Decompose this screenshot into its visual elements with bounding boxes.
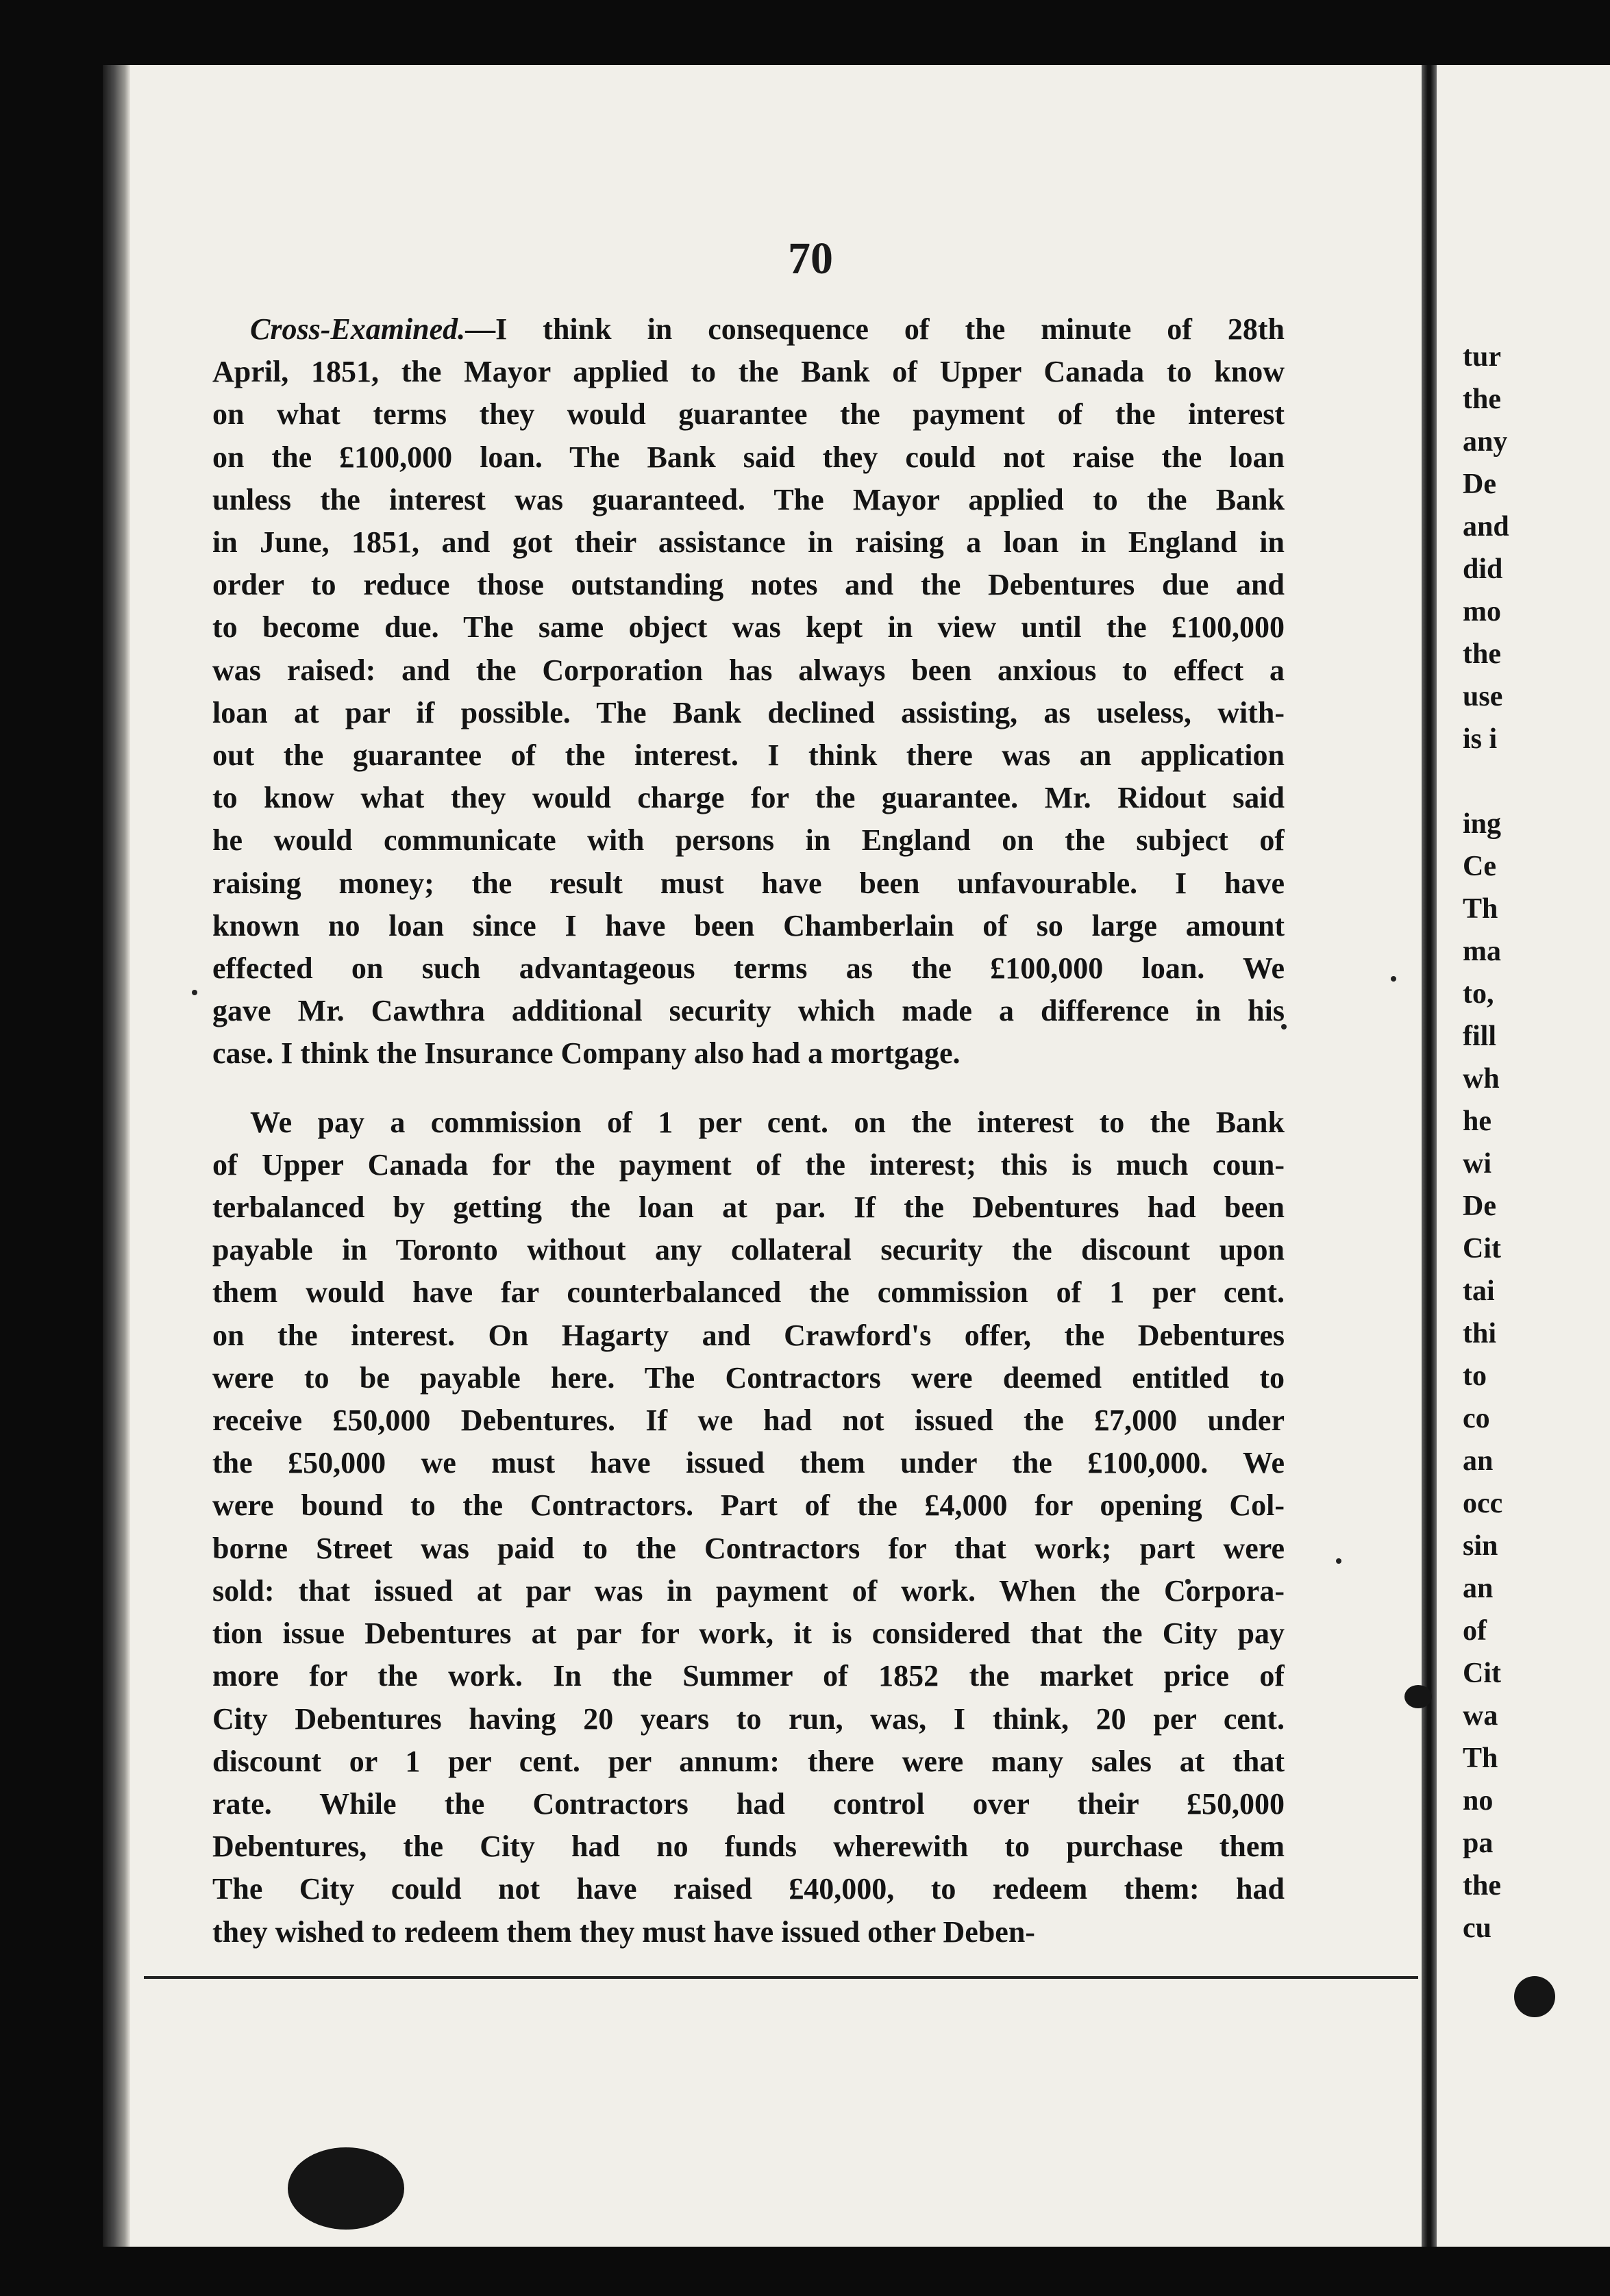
line-text: The City could not have raised £40,000, to redeem them: had — [212, 1872, 1285, 1906]
facing-page-fragment: did — [1463, 553, 1503, 585]
text-line — [212, 1271, 1285, 1314]
line-text: out the guarantee of the interest. I think there was an application — [212, 738, 1285, 773]
line-text: rate. While the Contractors had control over their £50,000 — [212, 1786, 1285, 1821]
text-line — [212, 1399, 1285, 1442]
line-text: sold: that issued at par was in payment of work. When the Corpora- — [212, 1573, 1285, 1608]
text-line — [212, 1101, 1285, 1144]
line-text: tion issue Debentures at par for work, it is considered that the City pay — [212, 1617, 1285, 1651]
text-line — [212, 351, 1285, 393]
text-line — [212, 1911, 1285, 1954]
text-line — [212, 1570, 1285, 1612]
line-text: them would have far counterbalanced the commission of 1 per cent. — [212, 1275, 1285, 1310]
line-text: case. I think the Insurance Company also had a mortgage. — [212, 1036, 961, 1071]
text-line — [212, 1229, 1285, 1271]
facing-page-fragment: fill — [1463, 1021, 1496, 1052]
line-text: on what terms they would guarantee the payment of the interest — [212, 397, 1285, 432]
line-text: terbalanced by getting the loan at par. If the Debentures had been — [212, 1190, 1285, 1225]
text-line — [212, 862, 1285, 905]
paragraph — [212, 1101, 1285, 1954]
facing-page-fragment: to — [1463, 1360, 1487, 1392]
text-line — [212, 1612, 1285, 1655]
line-text: he would communicate with persons in England on the subject of — [212, 823, 1285, 858]
text-line — [212, 564, 1285, 606]
left-binding-shadow — [103, 65, 130, 2247]
line-text: borne Street was paid to the Contractors for that work; part were — [212, 1531, 1285, 1565]
text-line — [212, 479, 1285, 521]
line-text: April, 1851, the Mayor applied to the Bank of Upper Canada to know — [212, 355, 1285, 389]
text-line — [212, 905, 1285, 947]
line-text: to become due. The same object was kept in view until the £100,000 — [212, 610, 1285, 645]
line-text: —I think in consequence of the minute of 28th — [465, 312, 1285, 346]
bottom-rule — [144, 1976, 1418, 1979]
text-line — [212, 692, 1285, 734]
text-line — [212, 1144, 1285, 1186]
text-line — [212, 1442, 1285, 1484]
facing-page-fragment — [1463, 760, 1610, 803]
text-line — [212, 1698, 1285, 1740]
facing-page-fragment: Th — [1463, 893, 1498, 925]
text-line — [212, 521, 1285, 564]
text-line — [212, 990, 1285, 1032]
facing-page-fragment: sin — [1463, 1530, 1498, 1562]
facing-page-fragment: tai — [1463, 1275, 1495, 1307]
line-text: discount or 1 per cent. per annum: there were many sales at that — [212, 1744, 1285, 1778]
facing-page-fragment: wa — [1463, 1700, 1498, 1732]
ink-blot — [1404, 1685, 1432, 1708]
facing-page-fragment: an — [1463, 1445, 1494, 1477]
text-line — [212, 393, 1285, 436]
facing-page-fragment: Th — [1463, 1743, 1498, 1774]
facing-page-fragment: occ — [1463, 1488, 1503, 1519]
body-text — [212, 308, 1285, 1954]
facing-page-fragment: tur — [1463, 341, 1501, 373]
text-line — [212, 1186, 1285, 1229]
line-text: order to reduce those outstanding notes and the Debentures due and — [212, 568, 1285, 602]
facing-page-fragment: no — [1463, 1785, 1494, 1817]
text-line — [212, 1825, 1285, 1868]
text-line — [212, 649, 1285, 692]
text-line — [212, 308, 1285, 351]
line-text: raising money; the result must have been unfavourable. I have — [212, 866, 1285, 900]
facing-page-fragment: is i — [1463, 723, 1498, 755]
facing-page-fragment: De — [1463, 1190, 1496, 1222]
facing-page-fragment: Ce — [1463, 851, 1496, 882]
facing-page-fragment: wh — [1463, 1063, 1500, 1095]
facing-page-fragment: he — [1463, 1106, 1491, 1137]
text-line — [212, 1357, 1285, 1399]
text-line — [212, 1484, 1285, 1527]
text-line — [212, 1783, 1285, 1825]
text-line — [212, 819, 1285, 862]
text-line — [212, 1868, 1285, 1910]
line-text: on the £100,000 loan. The Bank said they could not raise the loan — [212, 440, 1285, 474]
line-text: payable in Toronto without any collateral security the discount upon — [212, 1233, 1285, 1267]
ink-blot — [288, 2147, 404, 2230]
facing-page-fragment: and — [1463, 511, 1509, 542]
facing-page-fragment: pa — [1463, 1827, 1494, 1859]
page-number: 70 — [788, 234, 833, 284]
facing-page-fragment: an — [1463, 1573, 1494, 1604]
line-text: in June, 1851, and got their assistance in raising a loan in England in — [212, 525, 1285, 560]
paragraph-lead: Cross-Examined. — [250, 312, 466, 346]
page-gutter — [1422, 65, 1437, 2247]
line-text: were bound to the Contractors. Part of the £4,000 for opening Col- — [212, 1488, 1285, 1523]
line-text: were to be payable here. The Contractors were deemed entitled to — [212, 1360, 1285, 1395]
text-line — [212, 1314, 1285, 1357]
line-text: the £50,000 we must have issued them under the £100,000. We — [212, 1446, 1285, 1480]
facing-page-fragment: co — [1463, 1403, 1490, 1434]
facing-page-fragment: to, — [1463, 978, 1494, 1010]
speck — [192, 990, 197, 995]
line-text: We pay a commission of 1 per cent. on the interest to the Bank — [250, 1105, 1285, 1139]
facing-page-fragment: ma — [1463, 936, 1501, 967]
facing-page-fragments — [1463, 65, 1610, 2247]
facing-page-fragment: Cit — [1463, 1658, 1501, 1689]
line-text: receive £50,000 Debentures. If we had not issued the £7,000 under — [212, 1403, 1285, 1438]
text-line — [212, 1655, 1285, 1697]
facing-page-fragment: ing — [1463, 808, 1502, 840]
line-text: to know what they would charge for the guarantee. Mr. Ridout said — [212, 781, 1285, 815]
line-text: loan at par if possible. The Bank declined assisting, as useless, with- — [212, 695, 1285, 729]
paragraph-gap — [212, 1075, 1285, 1101]
line-text: effected on such advantageous terms as the £100,000 loan. We — [212, 951, 1285, 986]
line-text: on the interest. On Hagarty and Crawford's offer, the Debentures — [212, 1318, 1285, 1352]
facing-page-fragment: thi — [1463, 1318, 1497, 1349]
facing-page-fragment: the — [1463, 384, 1501, 415]
facing-page-fragment: use — [1463, 681, 1503, 712]
facing-page-fragment: any — [1463, 426, 1508, 458]
facing-page-fragment: cu — [1463, 1912, 1491, 1944]
speck — [1336, 1558, 1341, 1564]
line-text: unless the interest was guaranteed. The Mayor applied to the Bank — [212, 482, 1285, 516]
text-line — [212, 436, 1285, 479]
text-line — [212, 1740, 1285, 1783]
speck — [1391, 976, 1396, 982]
text-line — [212, 777, 1285, 819]
text-line — [212, 734, 1285, 777]
line-text: known no loan since I have been Chamberlain of so large amount — [212, 908, 1285, 943]
facing-page-fragment: the — [1463, 1870, 1501, 1901]
facing-page-fragment: mo — [1463, 596, 1501, 627]
text-line — [212, 947, 1285, 990]
text-line — [212, 1527, 1285, 1570]
text-line — [212, 606, 1285, 649]
facing-page-fragment: Cit — [1463, 1233, 1501, 1264]
facing-page-fragment: De — [1463, 469, 1496, 500]
line-text: was raised: and the Corporation has always been anxious to effect a — [212, 653, 1285, 687]
line-text: Debentures, the City had no funds wherewith to purchase them — [212, 1830, 1285, 1864]
text-line — [212, 1032, 1285, 1075]
paragraph — [212, 308, 1285, 1075]
facing-page-fragment: wi — [1463, 1148, 1491, 1180]
line-text: City Debentures having 20 years to run, was, I think, 20 per cent. — [212, 1701, 1285, 1736]
line-text: gave Mr. Cawthra additional security which made a difference in his — [212, 994, 1285, 1028]
line-text: they wished to redeem them they must have issued other Deben- — [212, 1914, 1035, 1949]
line-text: more for the work. In the Summer of 1852 the market price of — [212, 1659, 1285, 1693]
facing-page-fragment: of — [1463, 1615, 1487, 1647]
facing-page-fragment: the — [1463, 638, 1501, 670]
line-text: of Upper Canada for the payment of the interest; this is much coun- — [212, 1147, 1285, 1182]
